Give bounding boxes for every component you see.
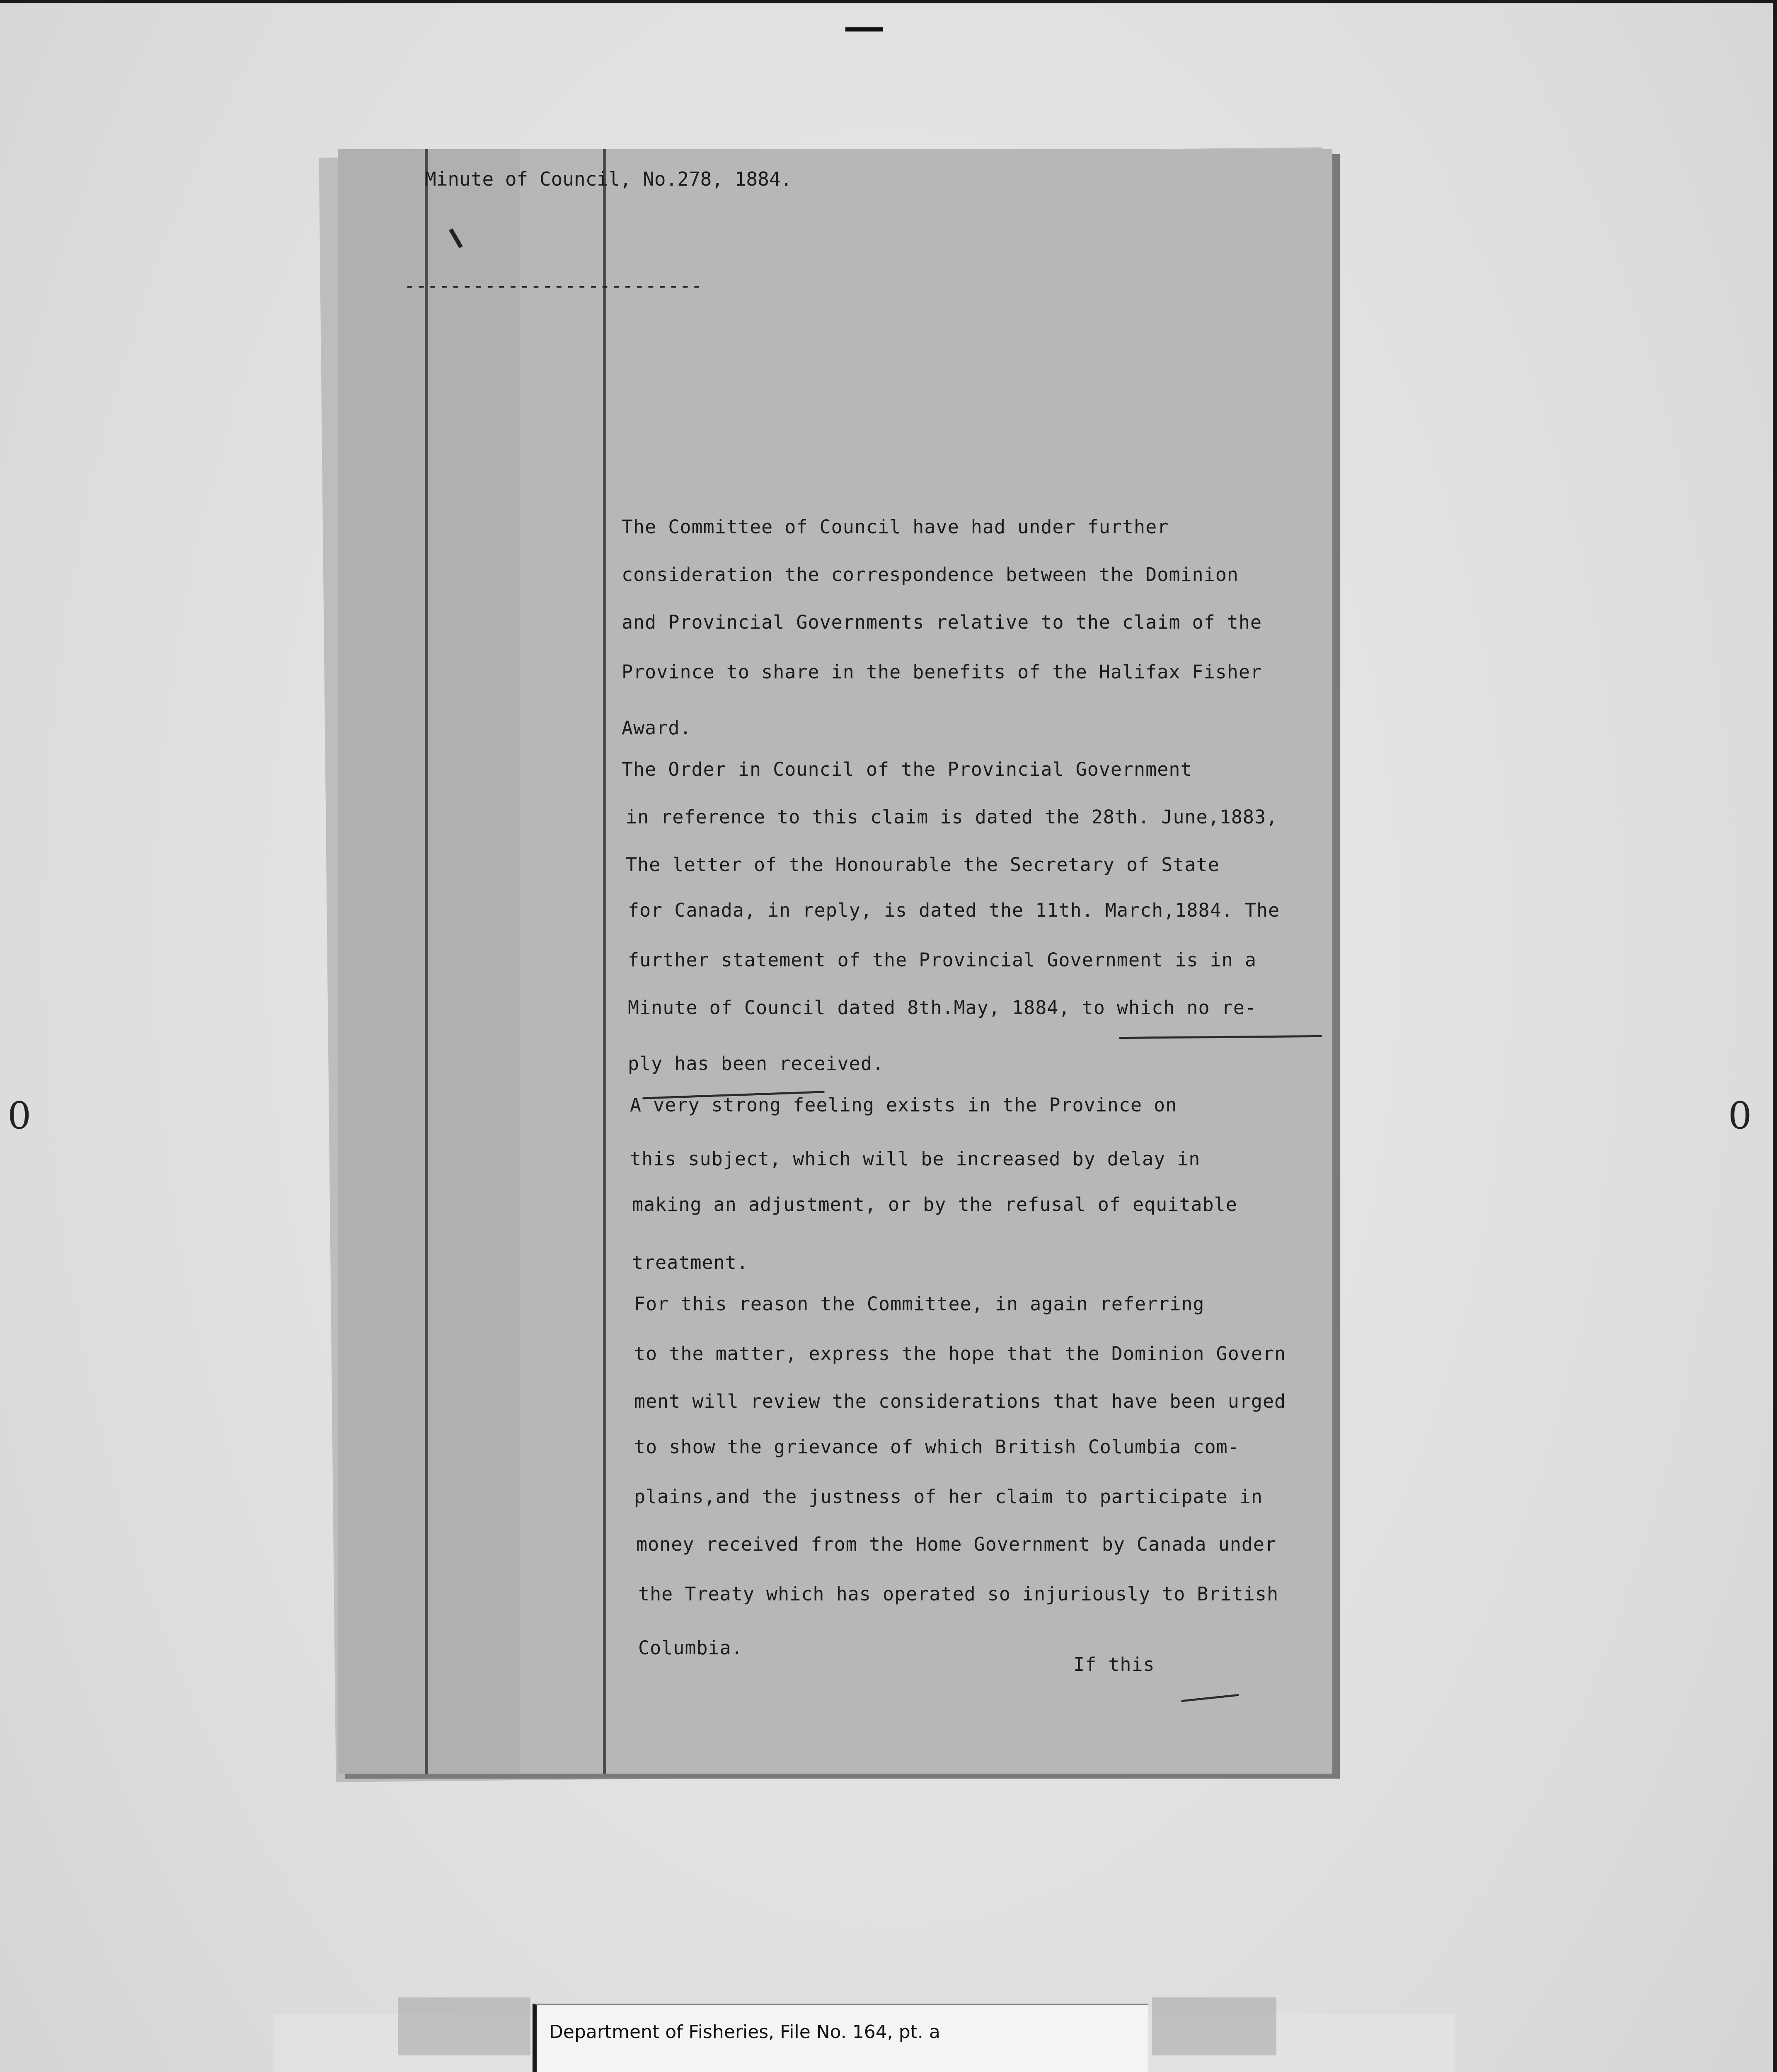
frame-top-edge [0,0,1777,3]
frame-top-mark [845,27,883,31]
document-title: Minute of Council, No.278, 1884. [425,168,792,190]
binding-margin [338,149,520,1774]
text-line: to show the grievance of which British Columbia com- [634,1436,1240,1458]
text-line: The letter of the Honourable the Secretary of State [626,854,1220,876]
text-line: the Treaty which has operated so injuriously to British [638,1583,1279,1605]
left-margin-mark: 0 [7,1094,31,1138]
text-line: this subject, which will be increased by delay in [630,1148,1201,1170]
text-line: The Order in Council of the Provincial Government [622,758,1192,780]
frame-right-edge [1773,0,1777,2072]
text-line: treatment. [632,1251,748,1273]
text-line: ply has been received. [628,1053,884,1075]
text-line: Minute of Council dated 8th.May, 1884, to which no re- [628,997,1256,1019]
text-line: A very strong feeling exists in the Province on [630,1094,1177,1116]
right-margin-mark: 0 [1728,1094,1752,1138]
text-line: The Committee of Council have had under further [622,516,1169,538]
text-line: money received from the Home Government by Canada under [636,1533,1277,1555]
file-label-text: Department of Fisheries, File No. 164, pt. a [549,2021,940,2043]
text-line: further statement of the Provincial Government is in a [628,949,1256,971]
margin-rule-right [603,149,606,1774]
text-line: ment will review the considerations that have been urged [634,1390,1286,1412]
text-line: Award. [622,717,692,739]
text-line: Columbia. [638,1637,743,1659]
text-line: plains,and the justness of her claim to participate in [634,1486,1263,1508]
tape-piece [398,1997,530,2055]
text-line: to the matter, express the hope that the Dominion Govern [634,1343,1286,1365]
text-line: and Provincial Governments relative to the claim of the [622,611,1262,633]
text-line: For this reason the Committee, in again referring [634,1293,1205,1315]
file-label [533,2004,1148,2072]
tape-piece [1152,1997,1276,2055]
text-line: in reference to this claim is dated the 28th. June,1883, [626,806,1278,828]
catchword: If this [1073,1653,1155,1675]
text-line: consideration the correspondence between the Dominion [622,564,1239,586]
text-line: for Canada, in reply, is dated the 11th. March,1884. The [628,899,1280,921]
title-separator: -------------------------- [404,274,703,297]
margin-rule-left [425,149,428,1774]
text-line: making an adjustment, or by the refusal of equitable [632,1193,1237,1215]
text-line: Province to share in the benefits of the Halifax Fisher [622,661,1262,683]
